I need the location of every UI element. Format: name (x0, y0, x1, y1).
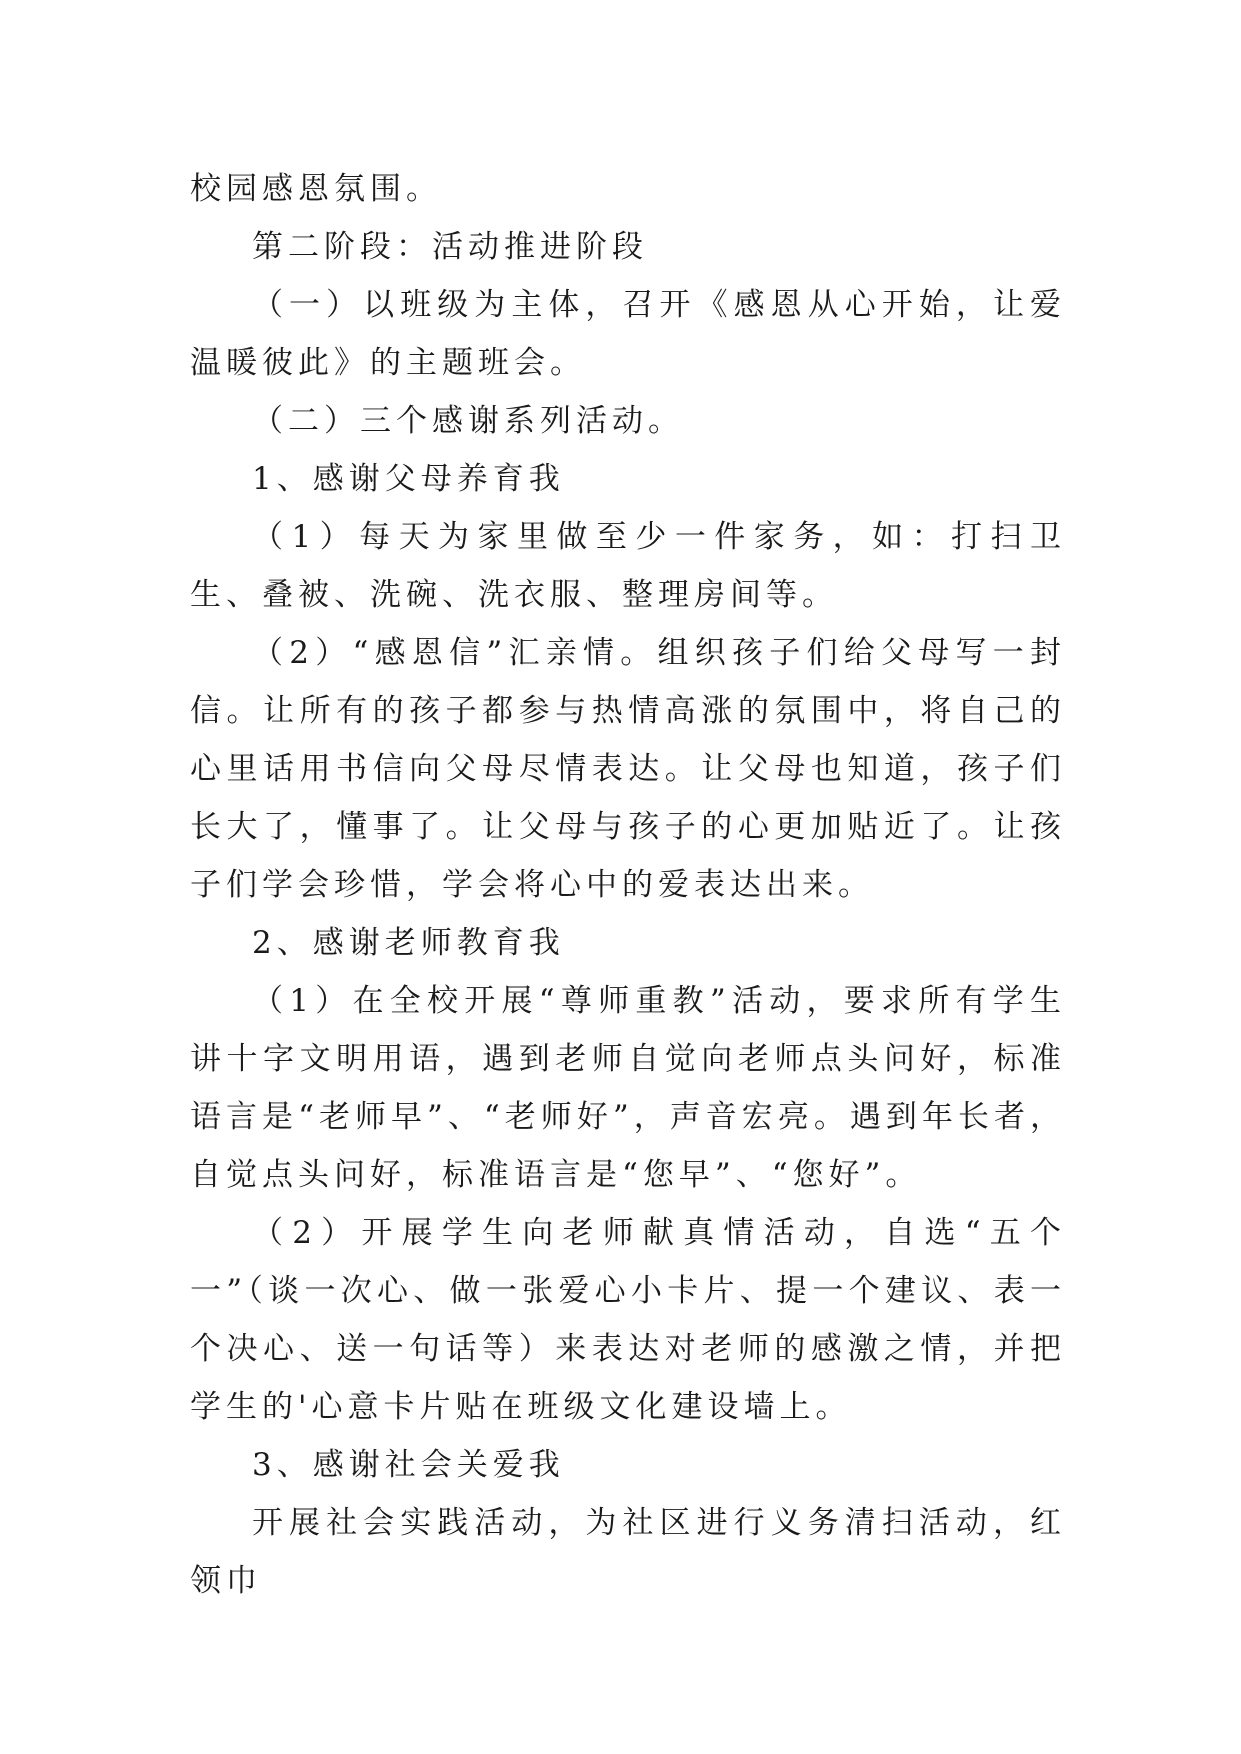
document-body (190, 160, 1066, 1610)
paragraph: 校园感恩氛围。 (190, 171, 442, 207)
paragraph: 开展社会实践活动，为社区进行义务清扫活动，红领巾 (190, 1505, 1066, 1599)
paragraph: （1）在全校开展“尊师重教”活动，要求所有学生讲十字文明用语，遇到老师自觉向老师点头问好，标准语言是“老师早”、“老师好”，声音宏亮。遇到年长者，自觉点头问好，标准语言是“您早”、“您好”。 (190, 983, 1066, 1193)
paragraph: （一）以班级为主体，召开《感恩从心开始，让爱温暖彼此》的主题班会。 (190, 287, 1066, 381)
paragraph: （2）开展学生向老师献真情活动，自选“五个一”（谈一次心、做一张爱心小卡片、提一个建议、表一个决心、送一句话等）来表达对老师的感激之情，并把学生的'心意卡片贴在班级文化建设墙上。 (190, 1215, 1066, 1425)
section-heading: 第二阶段：活动推进阶段 (252, 229, 648, 265)
paragraph: （2）“感恩信”汇亲情。组织孩子们给父母写一封信。让所有的孩子都参与热情高涨的氛围中，将自己的心里话用书信向父母尽情表达。让父母也知道，孩子们长大了，懂事了。让父母与孩子的心更加贴近了。让孩子们学会珍惜，学会将心中的爱表达出来。 (190, 635, 1066, 903)
paragraph: （1）每天为家里做至少一件家务，如：打扫卫生、叠被、洗碗、洗衣服、整理房间等。 (190, 519, 1066, 613)
subheading: 3、感谢社会关爱我 (252, 1447, 565, 1483)
paragraph: （二）三个感谢系列活动。 (252, 403, 684, 439)
subheading: 1、感谢父母养育我 (252, 461, 565, 497)
subheading: 2、感谢老师教育我 (252, 925, 565, 961)
